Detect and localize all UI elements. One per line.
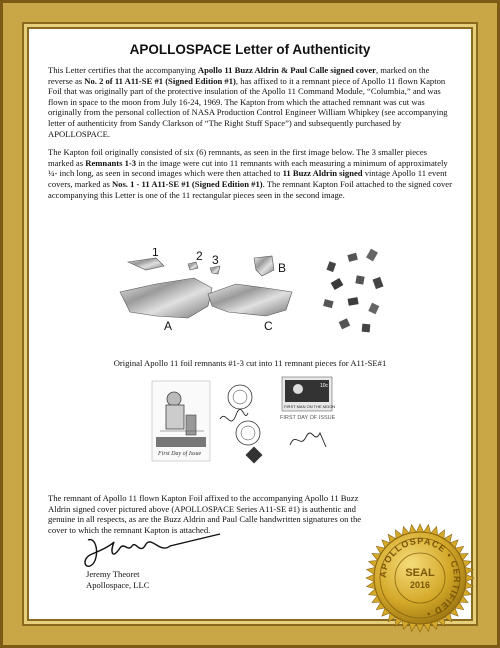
kapton-paragraph: [48, 147, 452, 200]
calle-signature: [290, 433, 326, 447]
certification-paragraph: [48, 65, 452, 139]
postmark-bottom: [236, 421, 260, 445]
label-3: 3: [212, 253, 219, 267]
foil-piece-3: [210, 266, 220, 274]
edition-number-bold: No. 2 of 11 A11-SE #1 (Signed Edition #1): [84, 75, 236, 86]
gold-seal: [364, 522, 476, 634]
cover-name-bold: Apollo 11 Buzz Aldrin & Paul Calle signed cover: [197, 65, 376, 75]
foil-remnants-image: [116, 248, 386, 360]
certificate-content: [48, 42, 452, 208]
foil-piece-a: [120, 278, 212, 318]
stamp-price: 10c: [320, 383, 329, 389]
first-day-text: FIRST DAY OF ISSUE: [280, 415, 336, 421]
cut-pieces: [323, 249, 383, 333]
foil-square: [246, 447, 263, 464]
foil-piece-1: [128, 258, 164, 270]
stamp-caption: FIRST MAN ON THE MOON: [284, 404, 336, 409]
foil-piece-b: [254, 256, 274, 276]
seal-center-text: SEAL: [405, 567, 435, 579]
certificate-title: APOLLOSPACE Letter of Authenticity: [129, 42, 371, 57]
foil-piece-2: [188, 262, 198, 270]
text-run: vintage Apollo 11 event covers, marked as: [48, 168, 447, 189]
aldrin-signature: [220, 409, 248, 421]
foil-piece-c: [208, 284, 292, 316]
foil-caption: Original Apollo 11 foil remnants #1-3 cut into 11 remnant pieces for A11-SE#1: [113, 358, 387, 368]
signer-name: Jeremy Theoret: [86, 569, 140, 579]
signer-block: [86, 569, 149, 590]
text-run: in the image were cut into 11 remnants with each measuring a minimum of approximately ¼- inch long, as seen in second images which were then attached to: [48, 157, 448, 179]
text-run: , marked on the reverse as: [48, 65, 430, 86]
seal-year: 2016: [409, 580, 431, 590]
text-run: This Letter certifies that the accompanying: [48, 65, 198, 75]
text-run: The Kapton foil originally consisted of six (6) remnants, as seen in the first image below. The 3 smaller pieces marked as: [48, 147, 427, 168]
label-a: A: [164, 319, 173, 333]
postmark-top: [228, 385, 252, 409]
text-run: , has affixed to it a remnant piece of Apollo 11 flown Kapton Foil that was originally part of the protective insulation of the Apollo 11 Command Module, “Columbia,” and was flown in space to the moon from July 16-24, 1969. The Kapton from which the attached remnant was cut was originally from the personal collection of NASA Production Control Engineer William Whipkey (see accompanying letter of authenticity from Sandy Clarkson of “The Right Stuff Space”) and subsequently purchased by APOLLOSPACE.: [48, 75, 448, 139]
seal-ring-text: APOLLOSPACE • CERTIFIED •: [377, 535, 463, 620]
label-2: 2: [196, 249, 203, 263]
signer-company: Apollospace, LLC: [86, 579, 150, 590]
signed-count-bold: 11 Buzz Aldrin signed: [282, 168, 363, 179]
closing-paragraph: The remnant of Apollo 11 flown Kapton Foil affixed to the accompanying Apollo 11 Buzz Aldrin signed cover pictured above (APOLLOSPACE Series A11-SE #1) is authentic and genuine in all respects, as are the Buzz Aldrin and Paul Calle handwritten signatures on the cover to which the remnant Kapton is attached.: [48, 493, 362, 535]
label-b: B: [278, 261, 287, 275]
cover-numbers-bold: Nos. 1 - 11 A11-SE #1 (Signed Edition #1): [111, 178, 263, 189]
label-c: C: [264, 319, 273, 333]
signed-cover-image: [150, 375, 350, 467]
label-1: 1: [152, 248, 159, 259]
signer-signature: [80, 532, 230, 572]
remnants-bold: Remnants 1-3: [85, 157, 137, 168]
cachet-text: First Day of Issue: [158, 451, 202, 457]
text-run: . The remnant Kapton Foil attached to the signed cover accompanying this Letter is one of the 11 rectangular pieces seen in the second image.: [48, 178, 452, 200]
